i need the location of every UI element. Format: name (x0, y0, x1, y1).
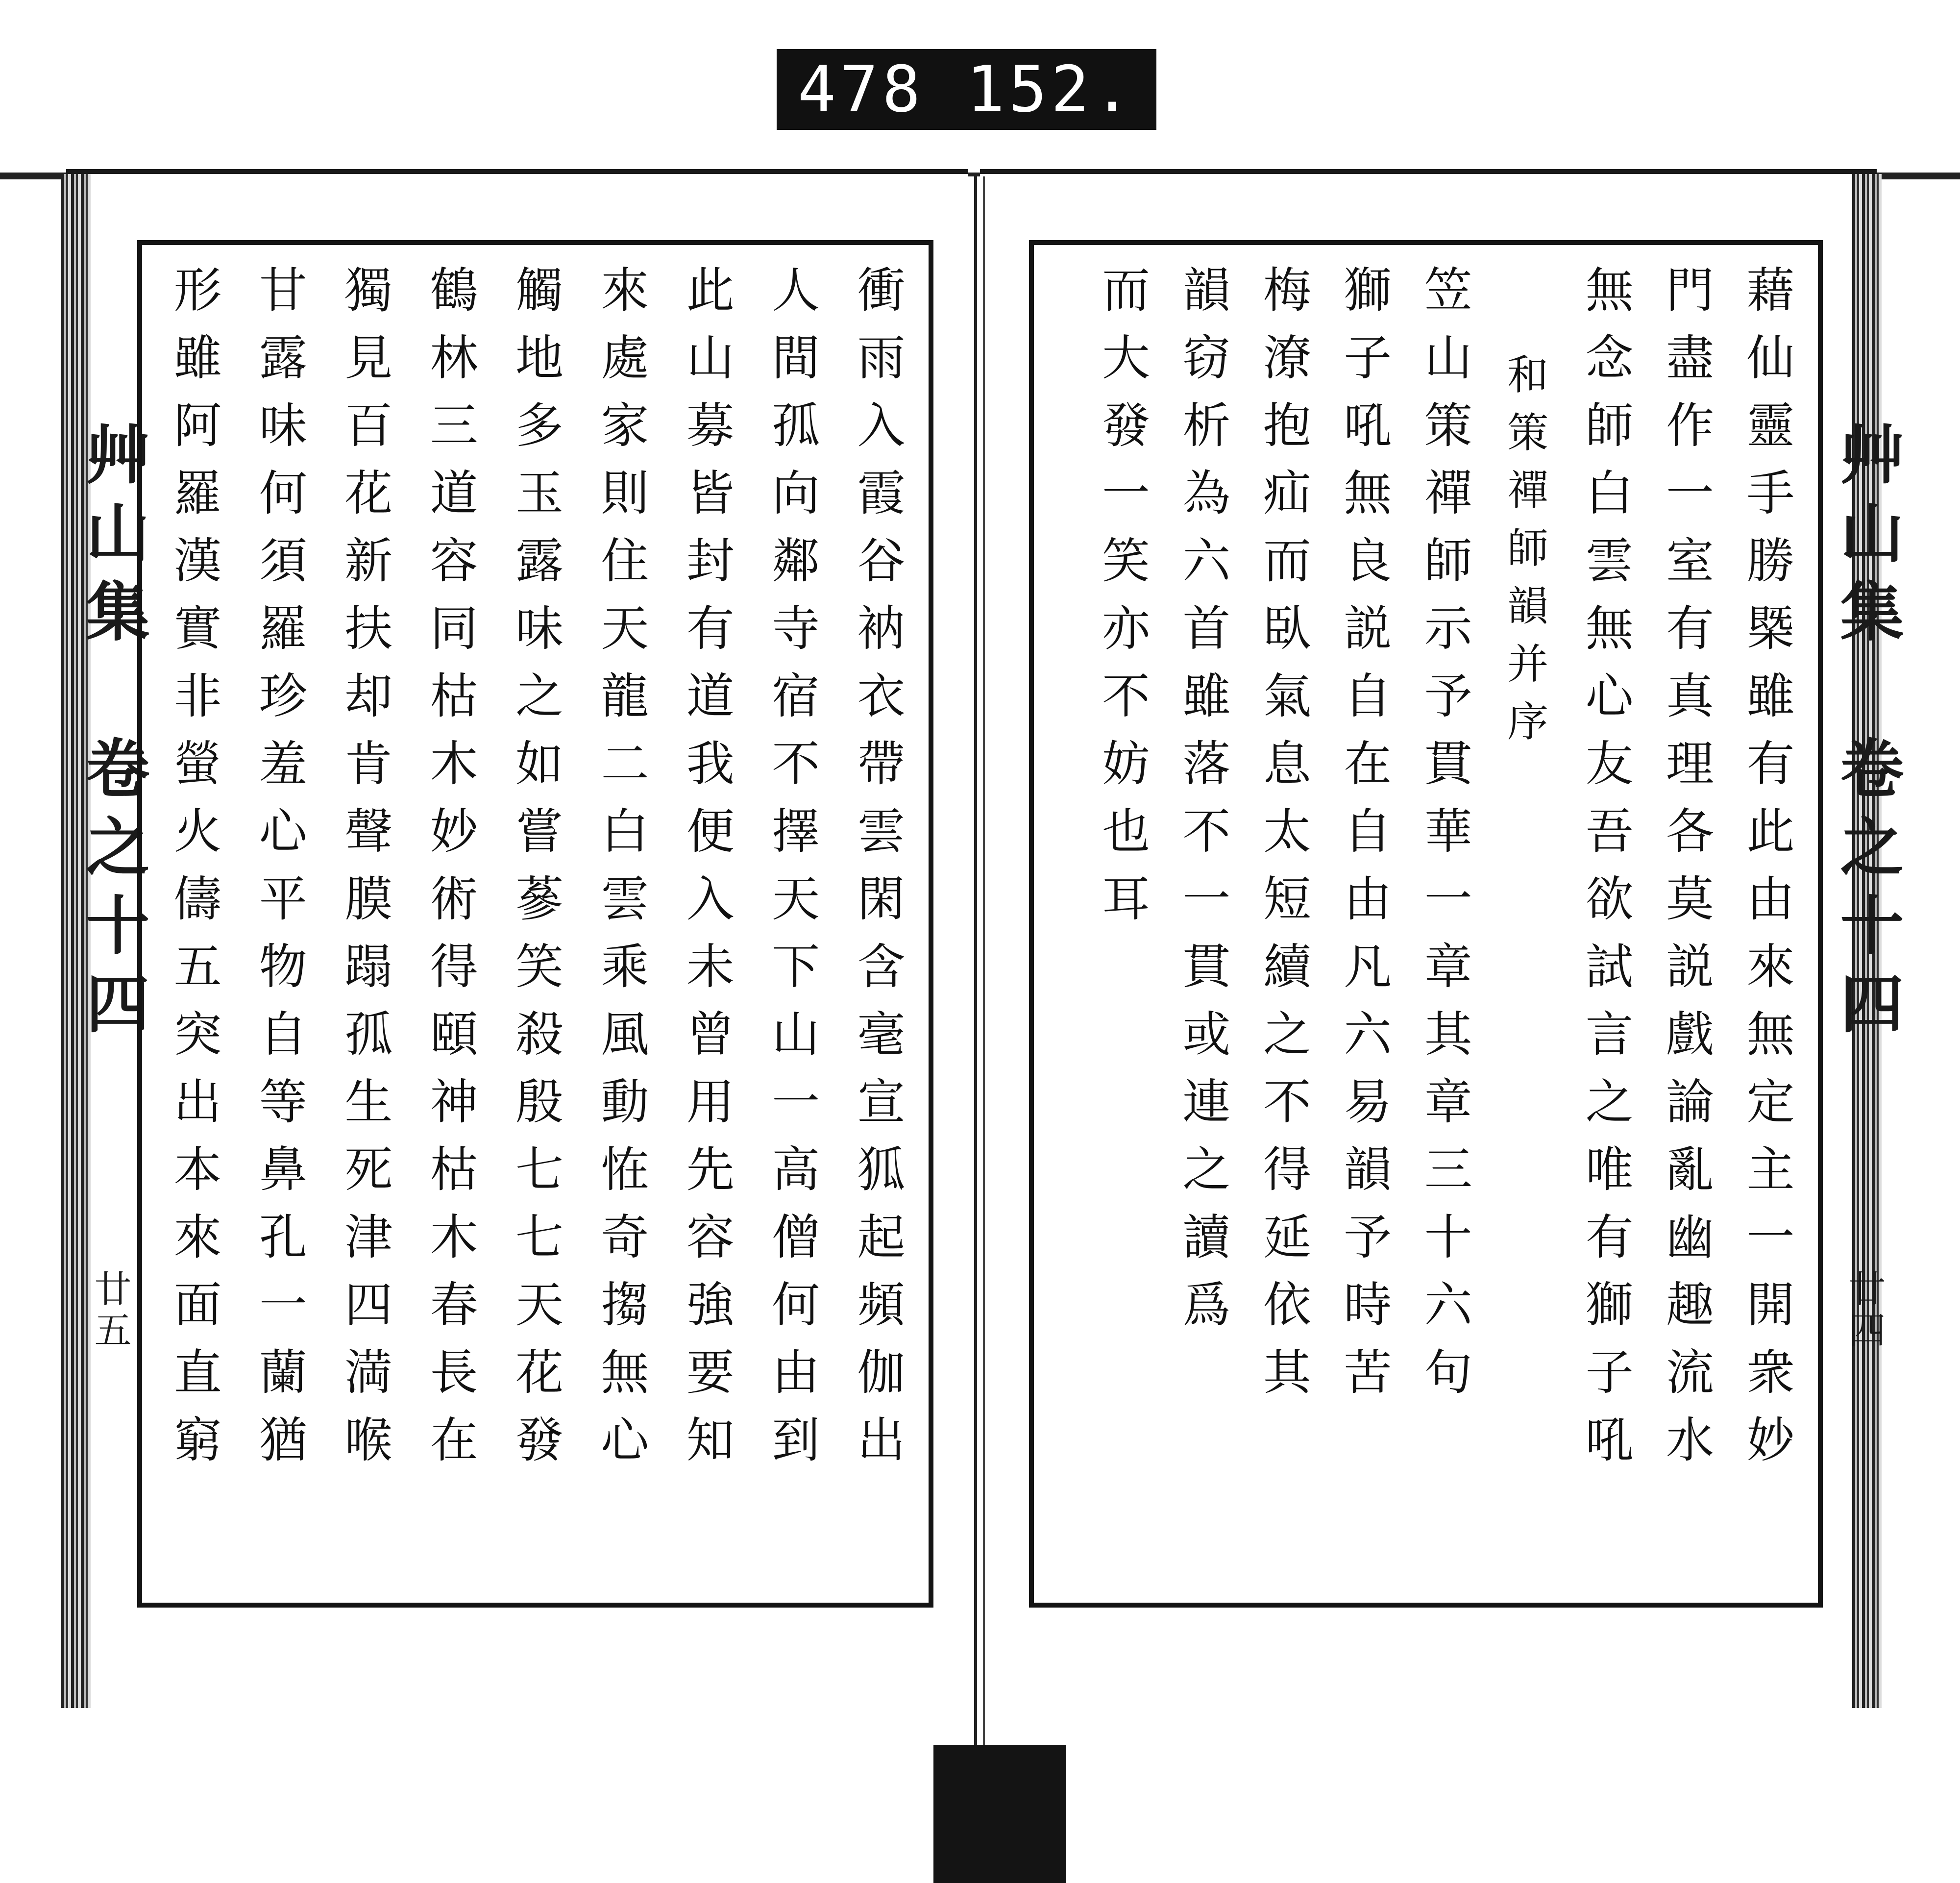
text-column: 來處家則住天龍二白雲乘風動恠奇搊無心 (592, 265, 649, 1482)
text-column: 而大發一笑亦不妨也耳 (1094, 265, 1150, 941)
text-column: 此山募皆封有道我便入未曾用先容強要知 (678, 265, 735, 1482)
call-number-label (777, 49, 1156, 130)
text-column: 人間孤向鄰寺宿不擇天下山一高僧何由到 (763, 265, 820, 1482)
left-text-columns (157, 265, 914, 1583)
text-column: 梅潦抱疝而臥氣息太短續之不得延依其 (1255, 265, 1311, 1414)
text-column: 衝雨入霞谷衲衣帶雲閑含毫宣狐起頻伽出 (849, 265, 905, 1482)
text-column: 鶴林三道容同枯木妙術得頤神枯木春長在 (422, 265, 478, 1482)
call-number-right: 152. (966, 52, 1136, 126)
left-page-folio: 廿五 (88, 1269, 132, 1352)
right-text-columns (1049, 265, 1803, 1583)
right-page-running-title: 艸山集 卷之十四 (1830, 421, 1905, 1049)
left-text-frame (137, 240, 933, 1608)
text-column: 笠山策禪師示予貫華一章其章三十六句 (1416, 265, 1472, 1414)
text-column: 門盡作一室有真理各莫説戲論亂幽趣流水 (1658, 265, 1714, 1482)
text-column: 甘露味何須羅珍羞心平物自等鼻孔一蘭猶 (251, 265, 307, 1482)
text-column: 獨見百花新扶却肯聲膜蹋孤生死津四満喉 (336, 265, 392, 1482)
text-column: 獅子吼無良説自在自由凡六易韻予時苦 (1335, 265, 1392, 1414)
left-page-running-title: 艸山集 卷之十四 (75, 421, 150, 1049)
text-column: 無念師白雲無心友吾欲試言之唯有獅子吼 (1577, 265, 1634, 1482)
right-page-folio: 廿四 (1842, 1269, 1886, 1352)
text-column: 觸地多玉露味之如嘗蔘笑殺殷七七天花發 (507, 265, 564, 1482)
right-text-frame (1029, 240, 1823, 1608)
text-column: 韻窃析為六首雖落不一貫或連之讀爲 (1174, 265, 1230, 1347)
spine-tab (933, 1745, 1066, 1883)
text-column: 形雖阿羅漢實非螢火儔五突出本來面直窮 (166, 265, 221, 1482)
blank-column (1049, 265, 1078, 1583)
call-number-left: 478 (797, 52, 925, 126)
text-column: 藉仙靈手勝槩雖有此由來無定主一開衆妙 (1738, 265, 1794, 1482)
book-gutter (964, 176, 996, 1883)
poem-title-column: 和策禪師韻并序 (1500, 353, 1549, 758)
